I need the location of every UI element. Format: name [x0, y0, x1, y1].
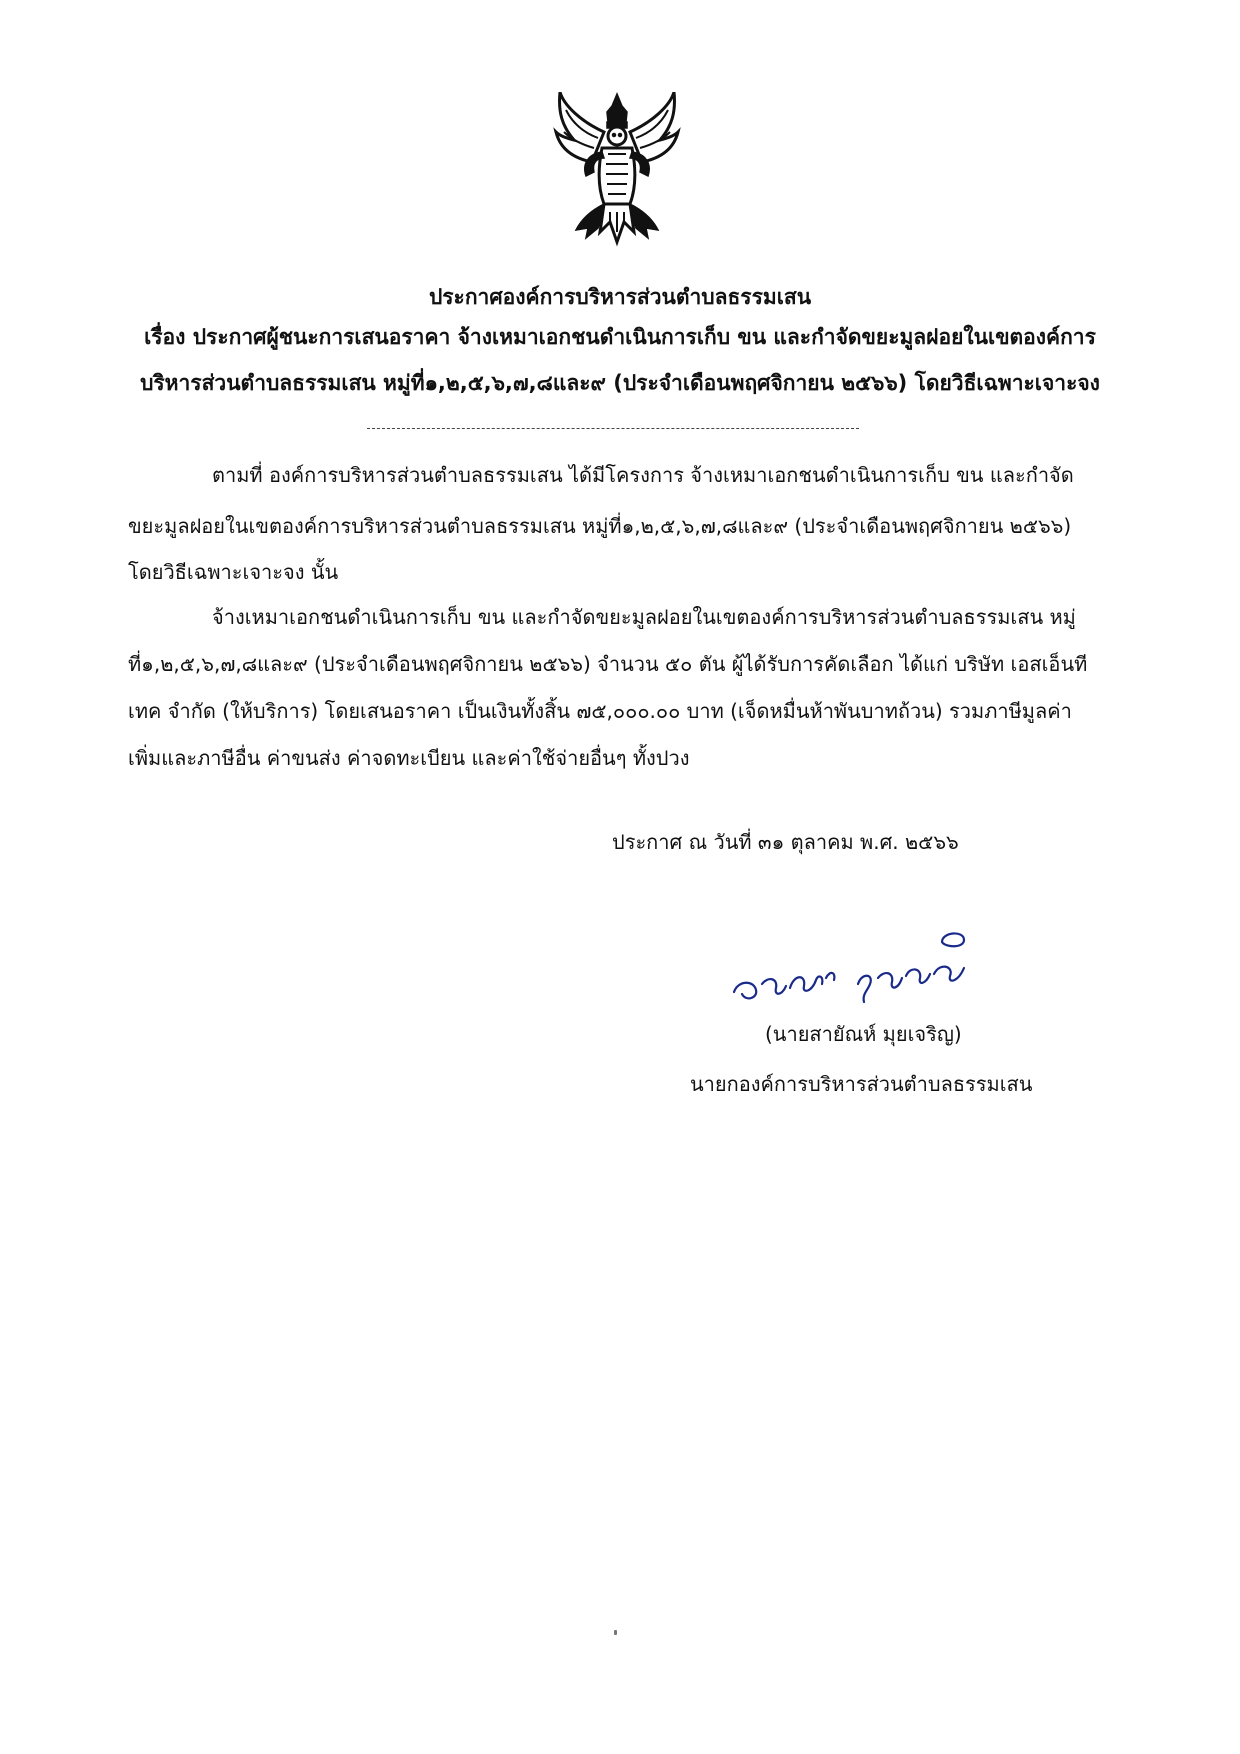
divider-line — [367, 428, 859, 429]
paragraph-2-line-2: ที่๑,๒,๕,๖,๗,๘และ๙ (ประจำเดือนพฤศจิกายน ๒๕๖๖) จำนวน ๕๐ ตัน ผู้ได้รับการคัดเลือก ได้แก่ บริษัท เอสเอ็นที — [128, 652, 1088, 676]
paragraph-1-line-2: ขยะมูลฝอยในเขตองค์การบริหารส่วนตำบลธรรมเสน หมู่ที่๑,๒,๕,๖,๗,๘และ๙ (ประจำเดือนพฤศจิกายน ๒๕๖๖) — [128, 514, 1072, 538]
garuda-emblem-icon — [552, 92, 682, 252]
paragraph-1-line-1: ตามที่ องค์การบริหารส่วนตำบลธรรมเสน ได้มีโครงการ จ้างเหมาเอกชนดำเนินการเก็บ ขน และกำจัด — [212, 463, 1074, 487]
announcement-date: ประกาศ ณ วันที่ ๓๑ ตุลาคม พ.ศ. ๒๕๖๖ — [612, 830, 959, 854]
announcement-title: ประกาศองค์การบริหารส่วนตำบลธรรมเสน — [428, 285, 812, 309]
subject-line-2: บริหารส่วนตำบลธรรมเสน หมู่ที่๑,๒,๕,๖,๗,๘และ๙ (ประจำเดือนพฤศจิกายน ๒๕๖๖) โดยวิธีเฉพาะเจาะจง — [140, 371, 1100, 395]
handwritten-signature — [728, 920, 1008, 1010]
signer-title: นายกองค์การบริหารส่วนตำบลธรรมเสน — [690, 1072, 1033, 1096]
subject-line-1: เรื่อง ประกาศผู้ชนะการเสนอราคา จ้างเหมาเอกชนดำเนินการเก็บ ขน และกำจัดขยะมูลฝอยในเขตองค์การ — [144, 325, 1096, 349]
paragraph-2-line-3: เทค จำกัด (ให้บริการ) โดยเสนอราคา เป็นเงินทั้งสิ้น ๗๕,๐๐๐.๐๐ บาท (เจ็ดหมื่นห้าพันบาทถ้วน) รวมภาษีมูลค่า — [128, 699, 1072, 723]
paragraph-2-line-1: จ้างเหมาเอกชนดำเนินการเก็บ ขน และกำจัดขยะมูลฝอยในเขตองค์การบริหารส่วนตำบลธรรมเสน หมู่ — [212, 605, 1076, 629]
paragraph-2-line-4: เพิ่มและภาษีอื่น ค่าขนส่ง ค่าจดทะเบียน และค่าใช้จ่ายอื่นๆ ทั้งปวง — [128, 746, 690, 770]
signer-name: (นายสายัณห์ มุยเจริญ) — [765, 1022, 962, 1046]
scan-speck — [614, 1630, 617, 1635]
paragraph-1-line-3: โดยวิธีเฉพาะเจาะจง นั้น — [128, 560, 339, 584]
